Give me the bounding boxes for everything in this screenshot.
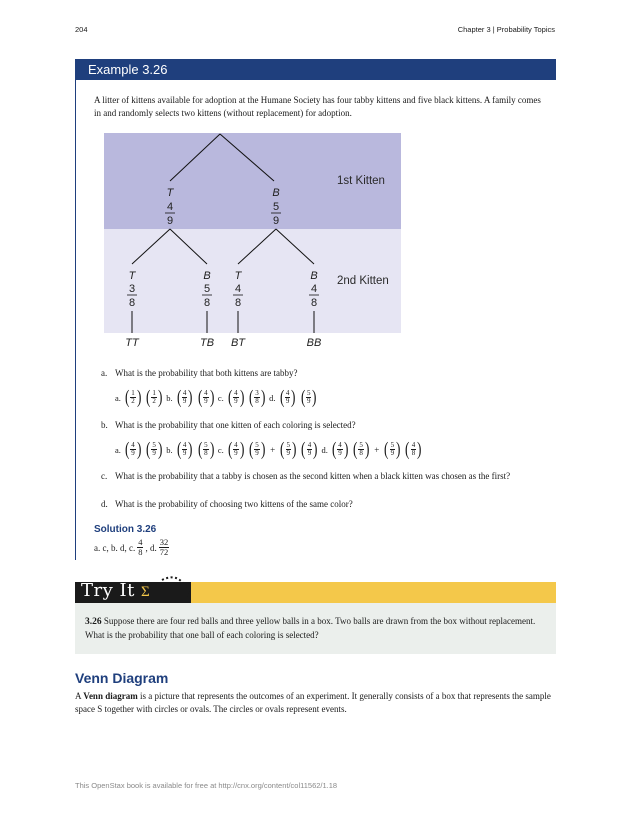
node-first-t-letter: T (166, 187, 174, 199)
example-header (75, 59, 556, 80)
options-b: a. ( $\frac{4}{9}$ ) ( $\frac{5}{9}$ ) b. ( $\frac{4}{9}$ ) ( $\frac{5}{8}$ ) c. ( $\frac{4}{9}$ ) ( $\frac{5}{9}$ ) + ( $\frac{5}{9}$ ) ( $\frac{4}{9}$ ) d. ( $\frac{4}{9}$ ) ( $\frac{5}{8}$ ) + ( $\frac{5}{9}$ ) ( $\frac{4}{8}$ ) (115, 439, 422, 460)
section-heading: Venn Diagram (75, 670, 169, 686)
question-letter: a. (101, 368, 108, 378)
exercise-text: Suppose there are four red balls and three yellow balls in a box. Two balls are drawn from the box without replacement. What is the probability that one ball of each coloring is selected? (85, 616, 536, 640)
question-text: What is the probability that a tabby is chosen as the second kitten when a black kitten was chosen as the first? (115, 471, 511, 481)
branch-root-b (220, 134, 274, 181)
outcome-bb: BB (306, 337, 322, 349)
node-second-bb-num: 4 (310, 283, 318, 295)
option-label: c. (217, 392, 224, 403)
solution-title: Solution 3.26 (94, 524, 157, 535)
exercise-number: 3.26 (85, 617, 102, 627)
question-text: What is the probability that one kitten of each coloring is selected? (115, 420, 356, 430)
node-first-b-den: 9 (272, 215, 280, 227)
example-title: Example 3.26 (88, 62, 168, 77)
node-second-tt-den: 8 (128, 297, 136, 309)
option-label: d. (321, 444, 328, 455)
example-border (75, 80, 76, 560)
branch-root-t (170, 134, 220, 181)
question-text: What is the probability of choosing two kittens of the same color? (115, 499, 353, 509)
outcome-tb: TB (199, 337, 215, 349)
options-a: a. ( $\frac{1}{2}$ ) ( $\frac{1}{2}$ ) b. ( $\frac{4}{9}$ ) ( $\frac{4}{9}$ ) c. ( $\frac{4}{9}$ ) ( $\frac{3}{8}$ ) d. ( $\frac{4}{9}$ ) ( $\frac{5}{9}$ ) (115, 387, 317, 408)
solution-prefix: a. c, b. d, c. (94, 542, 136, 553)
option-label: d. (269, 392, 276, 403)
probability-tree-diagram (104, 133, 401, 353)
node-second-tt-letter: T (128, 270, 136, 282)
solution-c-fraction: $\frac{4}{8}$ (138, 537, 143, 557)
node-second-tt-num: 3 (128, 283, 136, 295)
outcome-bt: BT (230, 337, 246, 349)
branch-t-b (170, 229, 207, 264)
venn-paragraph: A Venn diagram is a picture that represents the outcomes of an experiment. It generally consists of a box that represents the sample space S together with circles or ovals. The circles or ovals represent events. (75, 691, 551, 714)
option-label: b. (166, 392, 173, 403)
node-second-bt-den: 8 (234, 297, 242, 309)
chapter-title: Chapter 3 | Probability Topics (457, 25, 555, 34)
page-footer: This OpenStax book is available for free at http://cnx.org/content/col11562/1.18 (75, 781, 338, 790)
try-it-exercise (85, 615, 547, 641)
node-first-b-num: 5 (272, 201, 280, 213)
node-second-tb-num: 5 (203, 283, 211, 295)
node-second-bt-num: 4 (234, 283, 242, 295)
second-kitten-label: 2nd Kitten (337, 275, 389, 287)
solution-answers (94, 538, 169, 557)
try-it-text: Try It (81, 580, 135, 601)
node-first-b-letter: B (272, 187, 280, 199)
option-label: c. (217, 444, 224, 455)
page-number: 204 (75, 25, 88, 34)
branch-b-b (276, 229, 314, 264)
example-intro: A litter of kittens available for adoption at the Humane Society has four tabby kittens and five black kittens. A family comes in and randomly selects two kittens (without replacement) for adoption. (94, 95, 541, 118)
node-second-tb-letter: B (203, 270, 211, 282)
node-second-bb-den: 8 (310, 297, 318, 309)
question-letter: b. (101, 420, 108, 430)
branch-b-t (238, 229, 276, 264)
solution-mid: , d. (145, 542, 157, 553)
outcome-tt: TT (125, 337, 139, 349)
option-label: b. (166, 444, 173, 455)
option-label: a. (115, 444, 121, 455)
branch-t-t (132, 229, 170, 264)
venn-term: Venn diagram (83, 691, 138, 701)
node-first-t-num: 4 (166, 201, 174, 213)
try-it-arrow-icon (160, 574, 194, 604)
question-letter: c. (101, 471, 108, 481)
node-first-t-den: 9 (166, 215, 174, 227)
node-second-bb-letter: B (310, 270, 318, 282)
node-second-bt-letter: T (234, 270, 242, 282)
node-second-tb-den: 8 (203, 297, 211, 309)
first-kitten-label: 1st Kitten (337, 175, 385, 187)
question-text: What is the probability that both kittens are tabby? (115, 368, 298, 378)
sigma-icon: Σ (141, 584, 150, 600)
option-label: a. (115, 392, 121, 403)
question-letter: d. (101, 499, 108, 509)
solution-d-fraction: $\frac{32}{72}$ (159, 537, 169, 557)
